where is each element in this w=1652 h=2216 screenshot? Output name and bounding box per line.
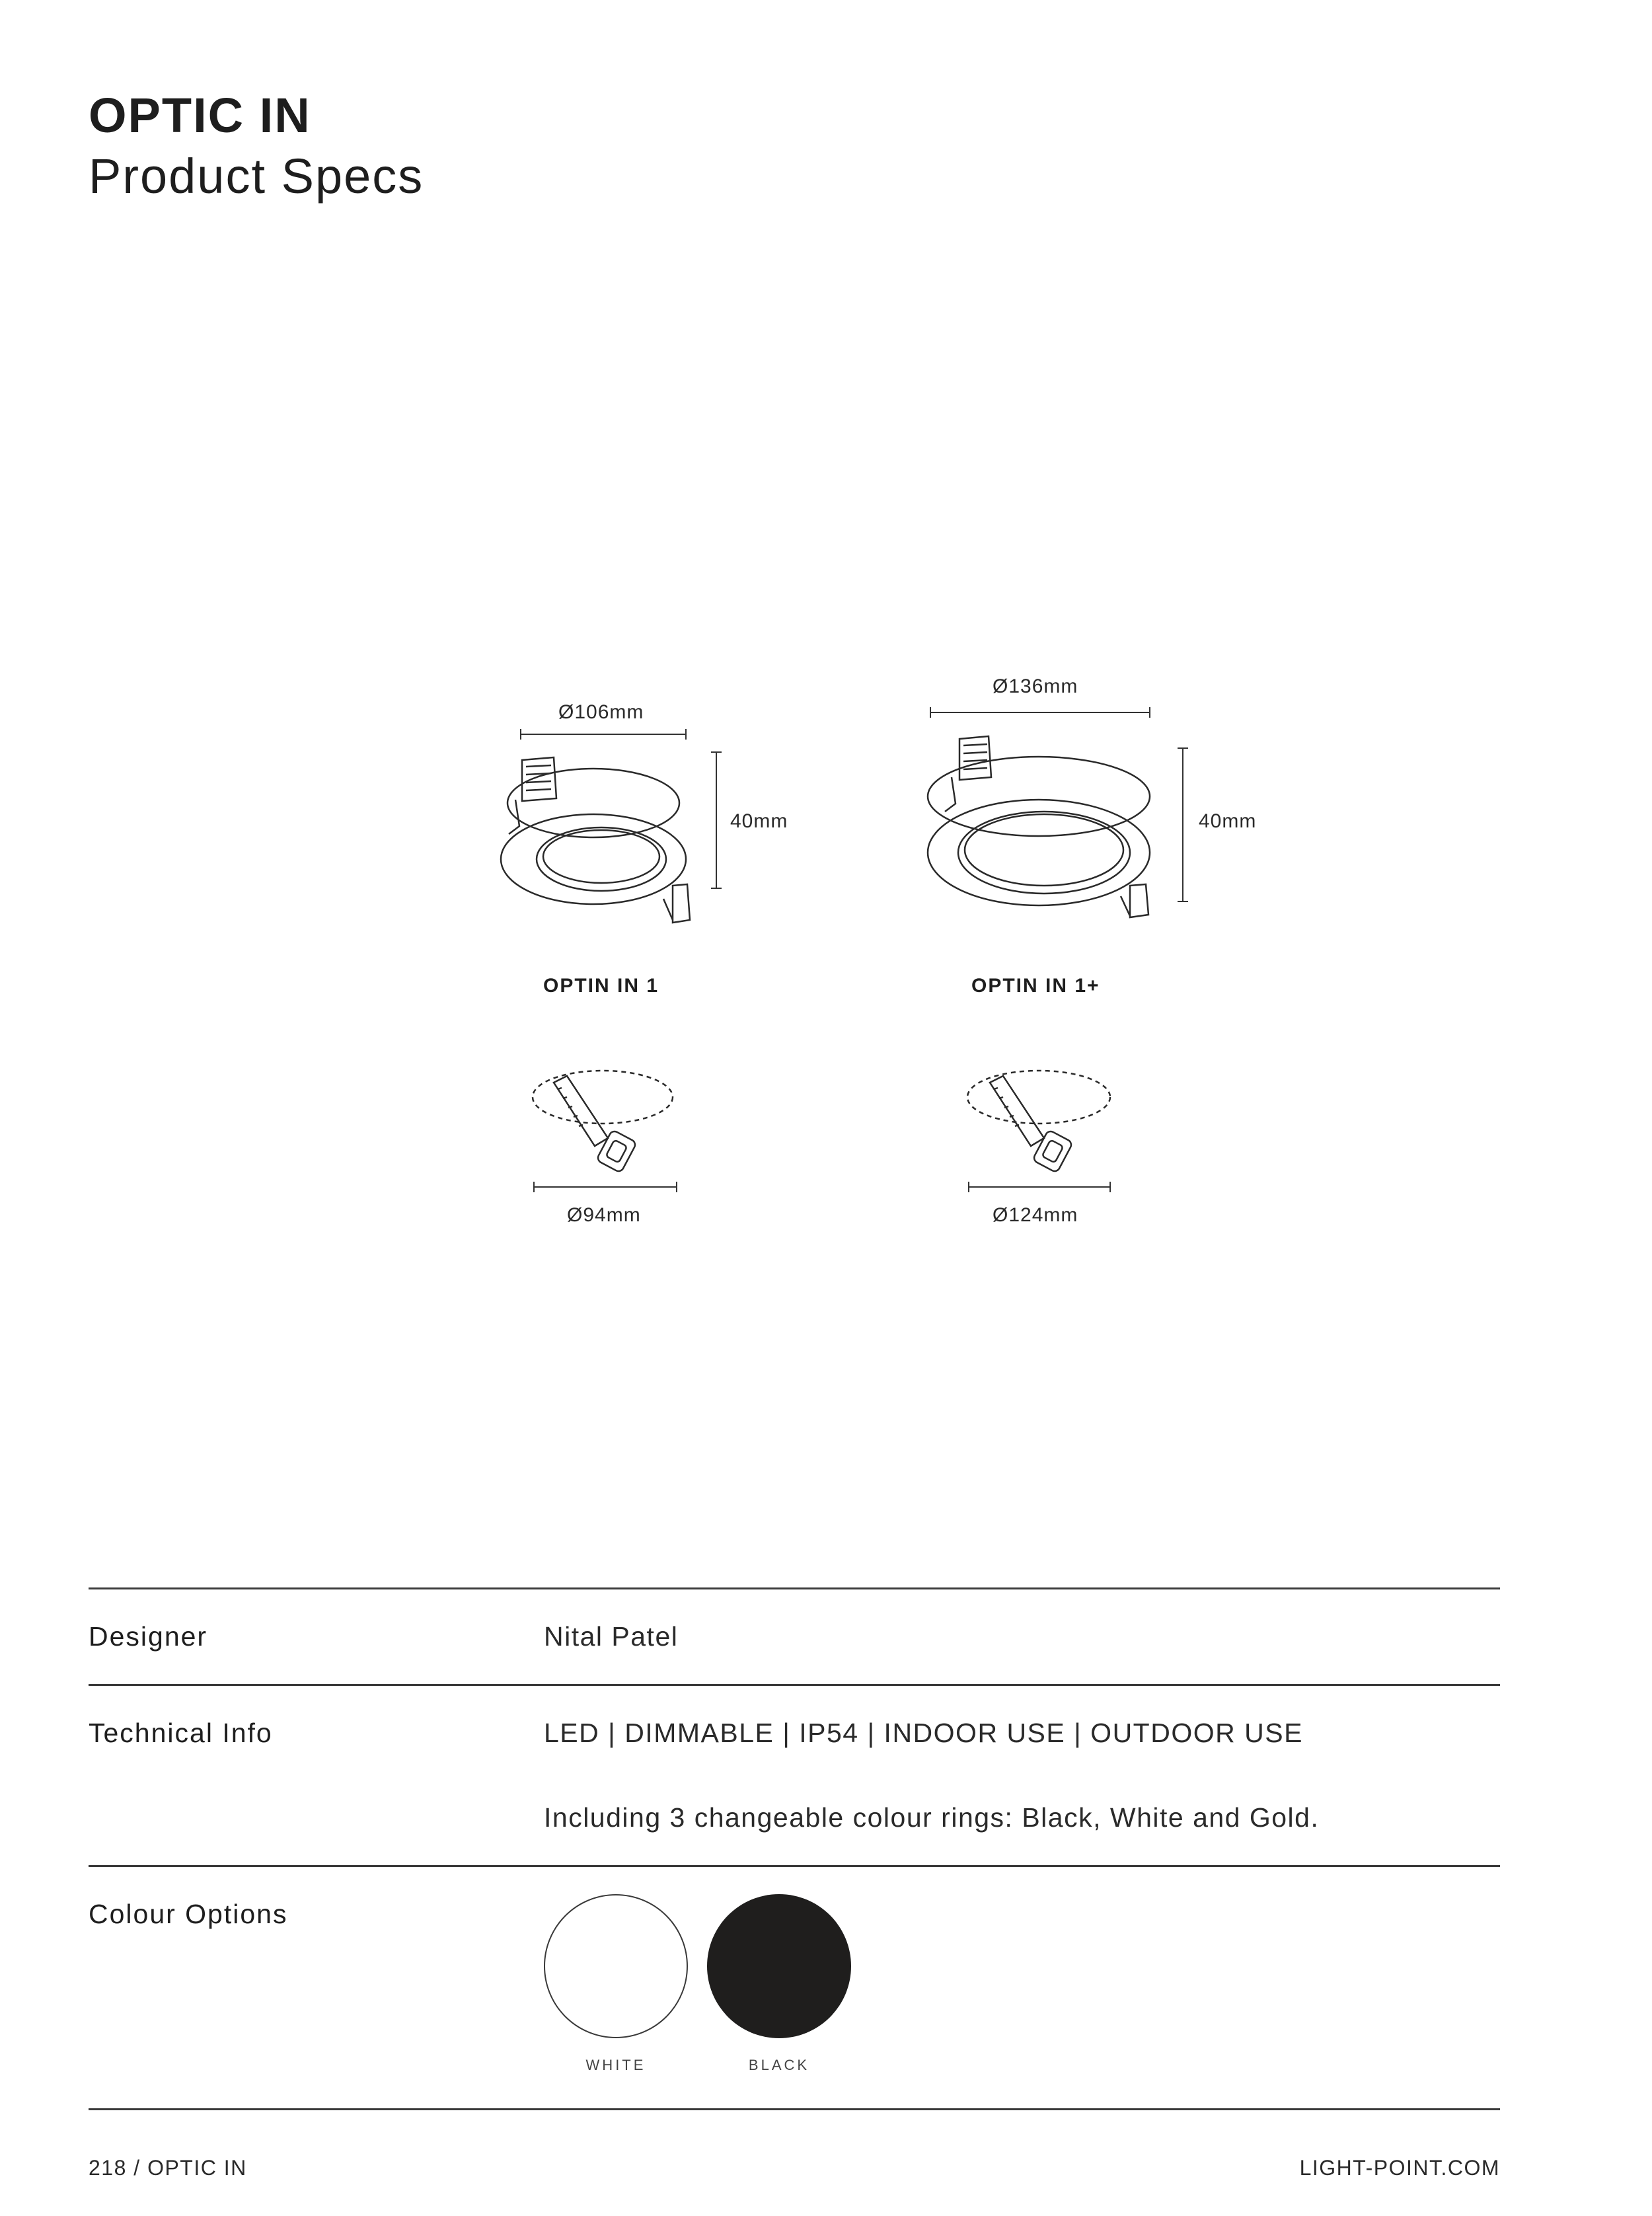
footer-website-link[interactable]: LIGHT-POINT.COM [1299,2156,1500,2180]
divider-designer [89,1684,1500,1686]
designer-value: Nital Patel [544,1621,679,1652]
model-1-height-label: 40mm [730,810,788,832]
model-1-diameter-label: Ø106mm [558,701,644,723]
divider-top [89,1587,1500,1589]
black-colour-label: BLACK [748,2057,810,2073]
white-colour-label: WHITE [585,2057,646,2073]
white-colour-swatch [544,1894,688,2038]
divider-technical [89,1865,1500,1867]
footer-page-number: 218 / OPTIC IN [89,2156,247,2180]
model-2-cutout-label: Ø124mm [993,1204,1078,1226]
technical-info-value: LED | DIMMABLE | IP54 | INDOOR USE | OUTDOOR USE [544,1718,1303,1748]
model-2-name: OPTIN IN 1+ [971,975,1100,997]
technical-info-note: Including 3 changeable colour rings: Black, White and Gold. [544,1802,1320,1833]
black-colour-swatch [707,1894,851,2038]
designer-label: Designer [89,1621,208,1652]
page-title: OPTIC IN [89,88,311,143]
technical-info-label: Technical Info [89,1718,273,1748]
model-1-cutout-label: Ø94mm [567,1204,641,1226]
model-2-diameter-label: Ø136mm [993,675,1078,697]
model-2-height-label: 40mm [1199,810,1257,832]
colour-options-label: Colour Options [89,1899,288,1929]
divider-bottom [89,2108,1500,2110]
page-subtitle: Product Specs [89,149,424,204]
model-1-name: OPTIN IN 1 [543,975,659,997]
